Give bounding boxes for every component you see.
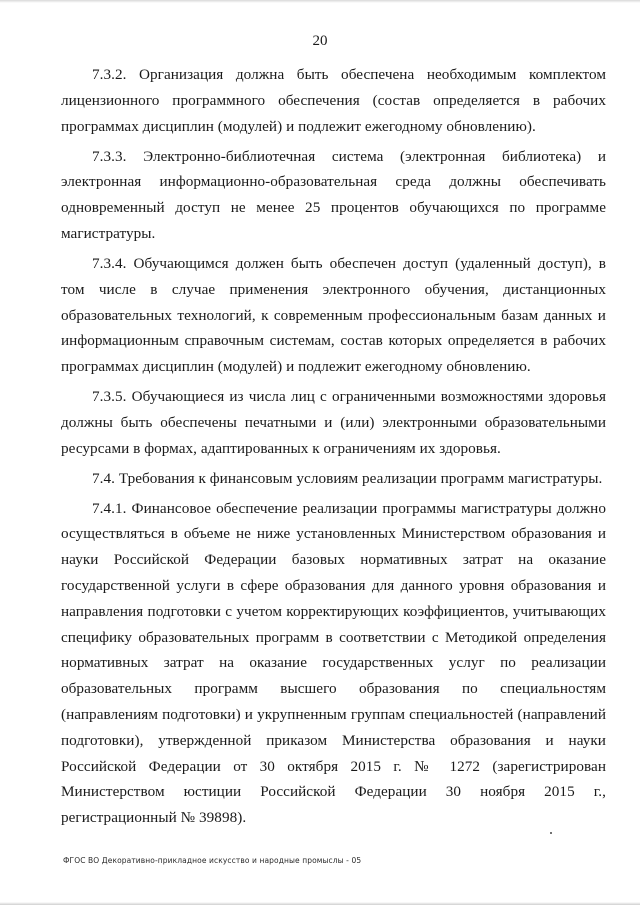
page-footer: ФГОС ВО Декоративно-прикладное искусство и народные промыслы - 05 xyxy=(63,856,362,865)
paragraph-7-3-4: 7.3.4. Обучающимся должен быть обеспечен доступ (удаленный доступ), в том числе в случае применения электронного обучения, дистанционных образовательных технологий, к современным профессиональным базам данных и информационным справочным системам, состав которых определяется в рабочих программах дисциплин (модулей) и подлежит ежегодному обновлению. xyxy=(61,254,606,376)
scan-speck xyxy=(550,832,552,834)
paragraph-7-3-5: 7.3.5. Обучающиеся из числа лиц с ограниченными возможностями здоровья должны быть обеспечены печатными и (или) электронными образовательными ресурсами в формах, адаптированных к ограничениям их здоровья. xyxy=(61,388,606,457)
paragraph-7-4: 7.4. Требования к финансовым условиям реализации программ магистратуры. xyxy=(92,469,603,487)
paragraph-7-4-1: 7.4.1. Финансовое обеспечение реализации программы магистратуры должно осуществляться в объеме не ниже установленных Министерством образования и науки Российской Федерации базовых нормативных затрат на оказание государственной услуги в сфере образования для данного уровня образования и направления подготовки с учетом корректирующих коэффициентов, учитывающих специфику образовательных программ в соответствии с Методикой определения нормативных затрат на оказание государственных услуг по реализации образовательных программ высшего образования по специальностям (направлениям подготовки) и укрупненным группам специальностей (направлений подготовки), утвержденной приказом Министерства образования и науки Российской Федерации от 30 октября 2015 г. № 1272 (зарегистрирован Министерством юстиции Российской Федерации 30 ноября 2015 г., регистрационный № 39898). xyxy=(61,499,606,827)
paragraph-7-3-3: 7.3.3. Электронно-библиотечная система (электронная библиотека) и электронная информационно-образовательная среда должны обеспечивать одновременный доступ не менее 25 процентов обучающихся по программе магистратуры. xyxy=(61,147,606,242)
page-number: 20 xyxy=(312,33,328,49)
document-body xyxy=(61,62,606,831)
paragraph-7-3-2: 7.3.2. Организация должна быть обеспечена необходимым комплектом лицензионного программного обеспечения (состав определяется в рабочих программах дисциплин (модулей) и подлежит ежегодному обновлению). xyxy=(61,66,606,135)
scan-edge-top xyxy=(0,0,640,3)
